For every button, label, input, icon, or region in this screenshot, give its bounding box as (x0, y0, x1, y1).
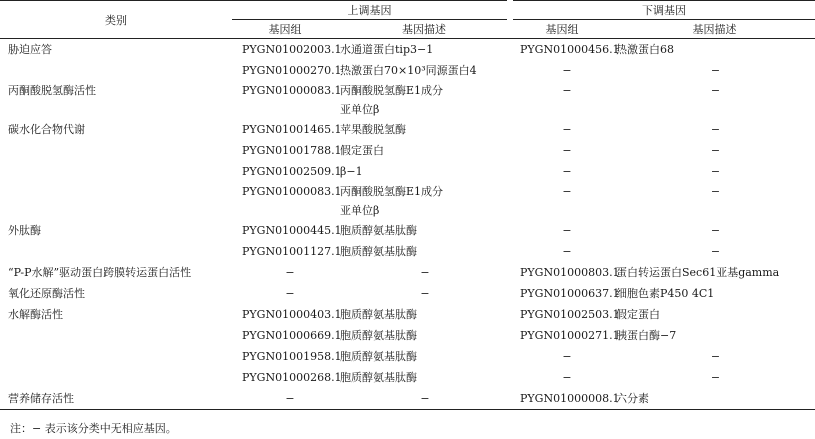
down-gene-cell: PYGN01000271.1 (520, 329, 620, 342)
up-gene-cell: PYGN01001958.1 (242, 350, 342, 363)
table-row (0, 220, 815, 241)
up-gene-cell: PYGN01000669.1 (242, 329, 342, 342)
table-row (0, 182, 815, 220)
category-cell: 水解酶活性 (8, 308, 63, 321)
down-gene-cell: PYGN01000456.1 (520, 43, 620, 56)
category-header: 类别 (0, 1, 232, 39)
table-row (0, 60, 815, 81)
down-gene-cell: − (562, 144, 572, 157)
up-gene-cell: PYGN01000083.1 (242, 185, 342, 198)
down-gene-cell: PYGN01000803.1 (520, 266, 620, 279)
category-cell (0, 60, 232, 81)
up-gene-col-header: 基因组 (268, 23, 302, 36)
down-gene-cell: − (562, 350, 572, 363)
up-gene-cell: − (285, 266, 295, 279)
up-desc-line1: 丙酮酸脱氢酶E1成分 (340, 84, 444, 97)
up-gene-cell: PYGN01000083.1 (242, 84, 342, 97)
up-desc-cell: 苹果酸脱氢酶 (340, 123, 406, 136)
category-cell (0, 325, 232, 346)
category-cell: “P-P水解”驱动蛋白跨膜转运蛋白活性 (8, 266, 192, 279)
down-desc-cell: − (710, 245, 721, 258)
category-cell: 丙酮酸脱氢酶活性 (8, 84, 96, 97)
table-row (0, 119, 815, 140)
up-gene-cell: PYGN01002509.1 (242, 165, 342, 178)
up-desc-cell: − (420, 287, 430, 300)
table-row (0, 388, 815, 410)
table-row (0, 325, 815, 346)
table-row (0, 367, 815, 388)
up-desc-cell: 胞质醇氨基肽酶 (340, 329, 417, 342)
table-row (0, 346, 815, 367)
category-cell (0, 346, 232, 367)
category-cell: 外肽酶 (8, 224, 41, 237)
up-desc-cell (338, 182, 510, 220)
down-desc-cell: − (710, 165, 721, 178)
table-row (0, 241, 815, 262)
up-gene-cell: PYGN01001788.1 (242, 144, 342, 157)
down-gene-cell: − (562, 123, 572, 136)
category-cell: 氧化还原酶活性 (8, 287, 85, 300)
down-gene-cell: − (562, 224, 572, 237)
table-row (0, 262, 815, 283)
down-gene-cell: − (562, 165, 572, 178)
down-desc-cell: − (710, 371, 721, 384)
category-cell (0, 182, 232, 220)
up-desc-cell: 胞质醇氨基肽酶 (340, 245, 417, 258)
up-desc-cell (338, 81, 510, 119)
up-desc-cell: 假定蛋白 (340, 144, 384, 157)
up-gene-cell: PYGN01000403.1 (242, 308, 342, 321)
up-gene-cell: PYGN01002003.1 (242, 43, 342, 56)
category-cell: 碳水化合物代谢 (8, 123, 85, 136)
down-desc-cell: − (710, 64, 721, 77)
down-desc-col-header: 基因描述 (692, 23, 737, 36)
down-desc-cell: − (710, 144, 721, 157)
down-gene-cell: − (562, 64, 572, 77)
down-gene-cell: PYGN01002503.1 (520, 308, 620, 321)
down-gene-col-header: 基因组 (545, 23, 579, 36)
up-desc-cell: 热激蛋白70×10³同源蛋白4 (340, 64, 477, 77)
category-cell (0, 241, 232, 262)
up-desc-cell: 水通道蛋白tip3−1 (340, 43, 434, 56)
up-desc-col-header: 基因描述 (402, 23, 446, 36)
down-desc-cell: − (710, 350, 721, 363)
category-cell: 营养储存活性 (8, 392, 74, 405)
down-gene-cell: PYGN01000637.1 (520, 287, 620, 300)
category-cell (0, 367, 232, 388)
up-gene-cell: − (285, 287, 295, 300)
up-desc-cell: 胞质醇氨基肽酶 (340, 350, 417, 363)
down-desc-cell: − (710, 185, 721, 198)
up-regulated-header: 上调基因 (232, 1, 510, 20)
up-desc-line2: 亚单位β (340, 103, 380, 116)
up-desc-line2: 亚单位β (340, 204, 380, 217)
down-gene-cell: − (562, 185, 572, 198)
down-gene-cell: PYGN01000008.1 (520, 392, 620, 405)
up-desc-cell: 胞质醇氨基肽酶 (340, 371, 417, 384)
down-desc-cell: − (710, 84, 721, 97)
down-regulated-header: 下调基因 (510, 1, 815, 20)
up-gene-cell: − (285, 392, 295, 405)
table-note: 注：− 表示该分类中无相应基因。 (10, 422, 177, 435)
table-row (0, 283, 815, 304)
down-desc-cell: − (710, 123, 721, 136)
up-desc-line1: 丙酮酸脱氢酶E1成分 (340, 185, 444, 198)
table-row (0, 304, 815, 325)
table-row (0, 161, 815, 182)
up-gene-cell: PYGN01001465.1 (242, 123, 342, 136)
table-row (0, 81, 815, 119)
gene-table-body (0, 39, 815, 410)
down-desc-cell: 假定蛋白 (616, 308, 660, 321)
down-gene-cell: − (562, 245, 572, 258)
down-desc-cell: 六分素 (616, 392, 649, 405)
up-desc-cell: − (420, 392, 430, 405)
table-row (0, 140, 815, 161)
down-desc-cell: 热激蛋白68 (616, 43, 674, 56)
category-cell (0, 161, 232, 182)
down-desc-cell: 胰蛋白酶−7 (616, 329, 677, 342)
down-desc-cell: 细胞色素P450 4C1 (616, 287, 715, 300)
up-gene-cell: PYGN01000445.1 (242, 224, 342, 237)
up-desc-cell: β−1 (340, 165, 363, 178)
table-row (0, 39, 815, 61)
down-gene-cell: − (562, 84, 572, 97)
down-gene-cell: − (562, 371, 572, 384)
up-desc-cell: 胞质醇氨基肽酶 (340, 308, 417, 321)
category-cell: 胁迫应答 (8, 43, 52, 56)
up-gene-cell: PYGN01000268.1 (242, 371, 342, 384)
up-gene-cell: PYGN01000270.1 (242, 64, 342, 77)
down-desc-cell: 蛋白转运蛋白Sec61亚基gamma (616, 266, 780, 279)
up-desc-cell: 胞质醇氨基肽酶 (340, 224, 417, 237)
up-gene-cell: PYGN01001127.1 (242, 245, 342, 258)
down-desc-cell: − (710, 224, 721, 237)
category-cell (0, 140, 232, 161)
up-desc-cell: − (420, 266, 430, 279)
